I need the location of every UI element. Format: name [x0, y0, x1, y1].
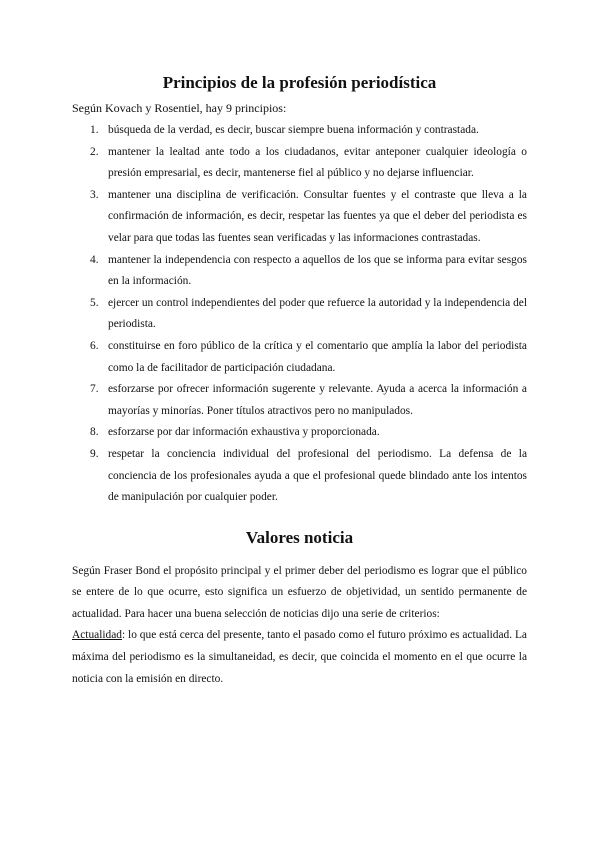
list-item	[72, 422, 527, 444]
list-number: 8.	[90, 426, 99, 439]
list-item	[72, 336, 527, 379]
list-item	[72, 120, 527, 142]
list-number: 6.	[90, 339, 99, 352]
document-content	[72, 72, 527, 690]
list-number: 4.	[90, 253, 99, 266]
list-number: 5.	[90, 296, 99, 309]
list-item-text: mantener una disciplina de verificación. Consultar fuentes y el contraste que lleva a la confirmación de información, es decir, respetar las fuentes ya que el deber del periodista es velar para que todas las fuentes sean verificadas y las informaciones contrastadas.	[108, 188, 527, 244]
actualidad-term: Actualidad	[72, 629, 122, 642]
list-item	[72, 444, 527, 509]
list-number: 3.	[90, 188, 99, 201]
list-number: 2.	[90, 145, 99, 158]
list-item-text: mantener la independencia con respecto a aquellos de los que se informa para evitar sesgos en la información.	[108, 253, 527, 288]
list-item	[72, 379, 527, 422]
fraser-bond-paragraph: Según Fraser Bond el propósito principal y el primer deber del periodismo es lograr que el público se entere de lo que ocurre, esto significa un esfuerzo de objetividad, un sentido permanente de actualidad. Para hacer una buena selección de noticias dijo una serie de criterios:	[72, 564, 527, 620]
list-number: 7.	[90, 383, 99, 396]
list-number: 9.	[90, 447, 99, 460]
list-item-text: esforzarse por ofrecer información sugerente y relevante. Ayuda a acerca la información a mayorías y minorías. Poner títulos atractivos pero no manipulados.	[108, 383, 527, 417]
actualidad-paragraph	[72, 625, 527, 690]
list-item	[72, 185, 527, 250]
list-item	[72, 293, 527, 336]
section-title-valores-noticia: Valores noticia	[245, 527, 354, 547]
principles-list	[72, 120, 527, 509]
actualidad-definition: : lo que está cerca del presente, tanto el pasado como el futuro próximo es actualidad. La máxima del periodismo es la simultaneidad, es decir, que coincida el momento en el que ocurre la noticia con la emisión en directo.	[72, 629, 527, 685]
list-item-text: respetar la conciencia individual del profesional del periodismo. La defensa de la conciencia de los profesionales ayuda a que el profesional quede blindado ante los intentos de manipulación por cualquier poder.	[108, 447, 527, 504]
list-item	[72, 142, 527, 185]
list-number: 1.	[90, 124, 99, 136]
intro-text: Según Kovach y Rosentiel, hay 9 principios:	[72, 101, 287, 115]
page-title: Principios de la profesión periodística	[162, 73, 437, 92]
list-item-text: constituirse en foro público de la crítica y el comentario que amplía la labor del periodista como la de facilitador de participación ciudadana.	[108, 339, 527, 374]
list-item	[72, 250, 527, 293]
list-item-text: búsqueda de la verdad, es decir, buscar siempre buena información y contrastada.	[108, 124, 479, 136]
list-item-text: mantener la lealtad ante todo a los ciudadanos, evitar anteponer cualquier ideología o presión empresarial, es decir, mantenerse fiel al público y no dejarse influenciar.	[108, 145, 527, 180]
list-item-text: esforzarse por dar información exhaustiva y proporcionada.	[108, 426, 380, 439]
list-item-text: ejercer un control independientes del poder que refuerce la autoridad y la independencia del periodista.	[108, 296, 527, 331]
